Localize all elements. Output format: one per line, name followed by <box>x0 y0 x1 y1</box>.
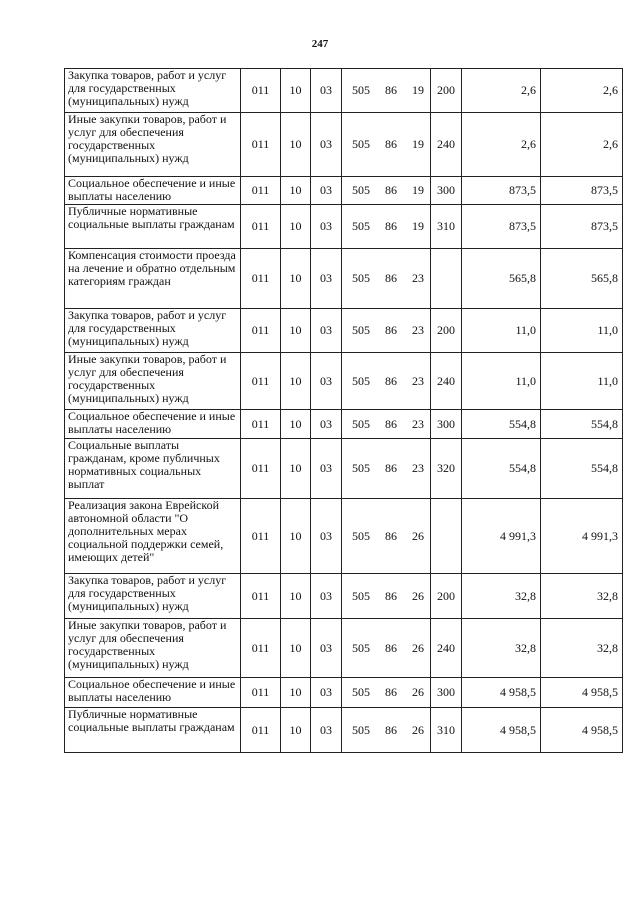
table-row <box>65 678 623 708</box>
ministry-code: 011 <box>241 113 281 177</box>
program-code-part-3: 19 <box>412 83 424 97</box>
subsection-code: 03 <box>311 177 342 205</box>
program-code <box>342 439 431 499</box>
ministry-code: 011 <box>241 69 281 113</box>
subsection-code: 03 <box>311 205 342 249</box>
program-code <box>342 205 431 249</box>
program-code <box>342 574 431 619</box>
table-row <box>65 439 623 499</box>
program-code-part-1: 505 <box>352 373 370 388</box>
page-number: 247 <box>311 38 329 50</box>
row-name: Компенсация стоимости проезда на лечение и обратно отдельным категориям граждан <box>65 249 241 309</box>
ministry-code: 011 <box>241 177 281 205</box>
section-code: 10 <box>281 309 311 353</box>
amount-year-2: 554,8 <box>541 410 623 439</box>
table-row <box>65 177 623 205</box>
amount-year-1: 32,8 <box>462 574 541 619</box>
table-row <box>65 619 623 678</box>
expense-type-code: 240 <box>431 353 462 410</box>
program-code-part-3: 19 <box>412 183 424 197</box>
budget-table <box>64 68 623 753</box>
program-code-part-2: 86 <box>385 461 397 475</box>
expense-type-code: 300 <box>431 410 462 439</box>
table-row <box>65 205 623 249</box>
expense-type-code: 200 <box>431 309 462 353</box>
ministry-code: 011 <box>241 205 281 249</box>
table-row <box>65 353 623 410</box>
subsection-code: 03 <box>311 249 342 309</box>
program-code <box>342 353 431 410</box>
subsection-code: 03 <box>311 619 342 678</box>
program-code <box>342 678 431 708</box>
row-name: Публичные нормативные социальные выплаты гражданам <box>65 708 241 753</box>
program-code-part-1: 505 <box>352 640 370 655</box>
amount-year-1: 4 958,5 <box>462 708 541 753</box>
program-code-part-3: 23 <box>412 323 424 337</box>
expense-type-code: 310 <box>431 205 462 249</box>
program-code-part-2: 86 <box>385 416 397 431</box>
subsection-code: 03 <box>311 113 342 177</box>
row-name: Реализация закона Еврейской автономной области "О дополнительных мерах социальной поддержки семей, имеющих детей" <box>65 499 241 574</box>
program-code-part-2: 86 <box>385 528 397 543</box>
amount-year-2: 4 991,3 <box>541 499 623 574</box>
program-code-part-2: 86 <box>385 685 397 699</box>
amount-year-2: 11,0 <box>541 353 623 410</box>
row-name: Социальное обеспечение и иные выплаты населению <box>65 177 241 205</box>
amount-year-2: 4 958,5 <box>541 678 623 708</box>
section-code: 10 <box>281 574 311 619</box>
ministry-code: 011 <box>241 353 281 410</box>
table-body <box>65 69 623 753</box>
expense-type-code <box>431 249 462 309</box>
program-code-part-2: 86 <box>385 640 397 655</box>
amount-year-1: 554,8 <box>462 439 541 499</box>
program-code-part-1: 505 <box>352 83 370 97</box>
ministry-code: 011 <box>241 249 281 309</box>
amount-year-1: 4 991,3 <box>462 499 541 574</box>
table-row <box>65 410 623 439</box>
amount-year-1: 11,0 <box>462 353 541 410</box>
amount-year-1: 11,0 <box>462 309 541 353</box>
row-name: Социальное обеспечение и иные выплаты населению <box>65 410 241 439</box>
table-row <box>65 309 623 353</box>
program-code-part-1: 505 <box>352 588 370 603</box>
program-code-part-1: 505 <box>352 416 370 431</box>
amount-year-2: 873,5 <box>541 177 623 205</box>
amount-year-2: 32,8 <box>541 619 623 678</box>
table-row <box>65 249 623 309</box>
program-code <box>342 177 431 205</box>
program-code-part-1: 505 <box>352 183 370 197</box>
section-code: 10 <box>281 619 311 678</box>
subsection-code: 03 <box>311 410 342 439</box>
expense-type-code: 320 <box>431 439 462 499</box>
program-code-part-3: 26 <box>412 588 424 603</box>
table-row <box>65 69 623 113</box>
expense-type-code: 240 <box>431 619 462 678</box>
program-code-part-2: 86 <box>385 219 397 233</box>
amount-year-2: 554,8 <box>541 439 623 499</box>
row-name: Социальные выплаты гражданам, кроме публичных нормативных социальных выплат <box>65 439 241 499</box>
section-code: 10 <box>281 113 311 177</box>
section-code: 10 <box>281 205 311 249</box>
program-code-part-2: 86 <box>385 373 397 388</box>
amount-year-2: 873,5 <box>541 205 623 249</box>
subsection-code: 03 <box>311 678 342 708</box>
amount-year-2: 11,0 <box>541 309 623 353</box>
ministry-code: 011 <box>241 309 281 353</box>
program-code-part-2: 86 <box>385 588 397 603</box>
subsection-code: 03 <box>311 309 342 353</box>
program-code-part-3: 26 <box>412 528 424 543</box>
expense-type-code: 200 <box>431 574 462 619</box>
expense-type-code: 310 <box>431 708 462 753</box>
ministry-code: 011 <box>241 439 281 499</box>
program-code-part-1: 505 <box>352 137 370 151</box>
amount-year-1: 873,5 <box>462 205 541 249</box>
program-code <box>342 249 431 309</box>
row-name: Иные закупки товаров, работ и услуг для обеспечения государственных (муниципальных) нужд <box>65 353 241 410</box>
subsection-code: 03 <box>311 574 342 619</box>
section-code: 10 <box>281 249 311 309</box>
ministry-code: 011 <box>241 574 281 619</box>
program-code-part-3: 19 <box>412 137 424 151</box>
expense-type-code: 200 <box>431 69 462 113</box>
section-code: 10 <box>281 353 311 410</box>
expense-type-code: 300 <box>431 177 462 205</box>
row-name: Закупка товаров, работ и услуг для государственных (муниципальных) нужд <box>65 309 241 353</box>
section-code: 10 <box>281 410 311 439</box>
ministry-code: 011 <box>241 708 281 753</box>
ministry-code: 011 <box>241 619 281 678</box>
amount-year-1: 554,8 <box>462 410 541 439</box>
row-name: Закупка товаров, работ и услуг для государственных (муниципальных) нужд <box>65 574 241 619</box>
subsection-code: 03 <box>311 353 342 410</box>
program-code-part-2: 86 <box>385 137 397 151</box>
program-code-part-2: 86 <box>385 83 397 97</box>
program-code <box>342 410 431 439</box>
amount-year-2: 2,6 <box>541 69 623 113</box>
subsection-code: 03 <box>311 69 342 113</box>
row-name: Социальное обеспечение и иные выплаты населению <box>65 678 241 708</box>
amount-year-2: 4 958,5 <box>541 708 623 753</box>
expense-type-code: 240 <box>431 113 462 177</box>
row-name: Иные закупки товаров, работ и услуг для обеспечения государственных (муниципальных) нужд <box>65 619 241 678</box>
section-code: 10 <box>281 678 311 708</box>
program-code <box>342 113 431 177</box>
table-row <box>65 499 623 574</box>
program-code-part-1: 505 <box>352 271 370 285</box>
program-code-part-2: 86 <box>385 183 397 197</box>
subsection-code: 03 <box>311 439 342 499</box>
program-code-part-1: 505 <box>352 722 370 737</box>
amount-year-1: 2,6 <box>462 113 541 177</box>
row-name: Закупка товаров, работ и услуг для государственных (муниципальных) нужд <box>65 69 241 113</box>
program-code-part-3: 23 <box>412 416 424 431</box>
section-code: 10 <box>281 708 311 753</box>
program-code-part-3: 26 <box>412 722 424 737</box>
section-code: 10 <box>281 69 311 113</box>
expense-type-code <box>431 499 462 574</box>
table-row <box>65 574 623 619</box>
program-code <box>342 69 431 113</box>
section-code: 10 <box>281 177 311 205</box>
program-code-part-3: 23 <box>412 373 424 388</box>
amount-year-2: 2,6 <box>541 113 623 177</box>
program-code-part-3: 26 <box>412 640 424 655</box>
amount-year-1: 4 958,5 <box>462 678 541 708</box>
amount-year-1: 565,8 <box>462 249 541 309</box>
expense-type-code: 300 <box>431 678 462 708</box>
row-name: Иные закупки товаров, работ и услуг для обеспечения государственных (муниципальных) нужд <box>65 113 241 177</box>
program-code-part-3: 26 <box>412 685 424 699</box>
program-code-part-3: 23 <box>412 271 424 285</box>
program-code-part-1: 505 <box>352 461 370 475</box>
row-name: Публичные нормативные социальные выплаты гражданам <box>65 205 241 249</box>
subsection-code: 03 <box>311 708 342 753</box>
program-code-part-2: 86 <box>385 271 397 285</box>
subsection-code: 03 <box>311 499 342 574</box>
program-code-part-2: 86 <box>385 323 397 337</box>
amount-year-2: 565,8 <box>541 249 623 309</box>
table-row <box>65 113 623 177</box>
ministry-code: 011 <box>241 678 281 708</box>
program-code-part-2: 86 <box>385 722 397 737</box>
amount-year-1: 873,5 <box>462 177 541 205</box>
amount-year-2: 32,8 <box>541 574 623 619</box>
section-code: 10 <box>281 499 311 574</box>
program-code-part-1: 505 <box>352 528 370 543</box>
program-code-part-1: 505 <box>352 323 370 337</box>
program-code-part-3: 19 <box>412 219 424 233</box>
table-row <box>65 708 623 753</box>
program-code-part-3: 23 <box>412 461 424 475</box>
program-code-part-1: 505 <box>352 685 370 699</box>
program-code <box>342 499 431 574</box>
program-code <box>342 708 431 753</box>
program-code-part-1: 505 <box>352 219 370 233</box>
ministry-code: 011 <box>241 499 281 574</box>
amount-year-1: 32,8 <box>462 619 541 678</box>
program-code <box>342 619 431 678</box>
ministry-code: 011 <box>241 410 281 439</box>
amount-year-1: 2,6 <box>462 69 541 113</box>
program-code <box>342 309 431 353</box>
section-code: 10 <box>281 439 311 499</box>
